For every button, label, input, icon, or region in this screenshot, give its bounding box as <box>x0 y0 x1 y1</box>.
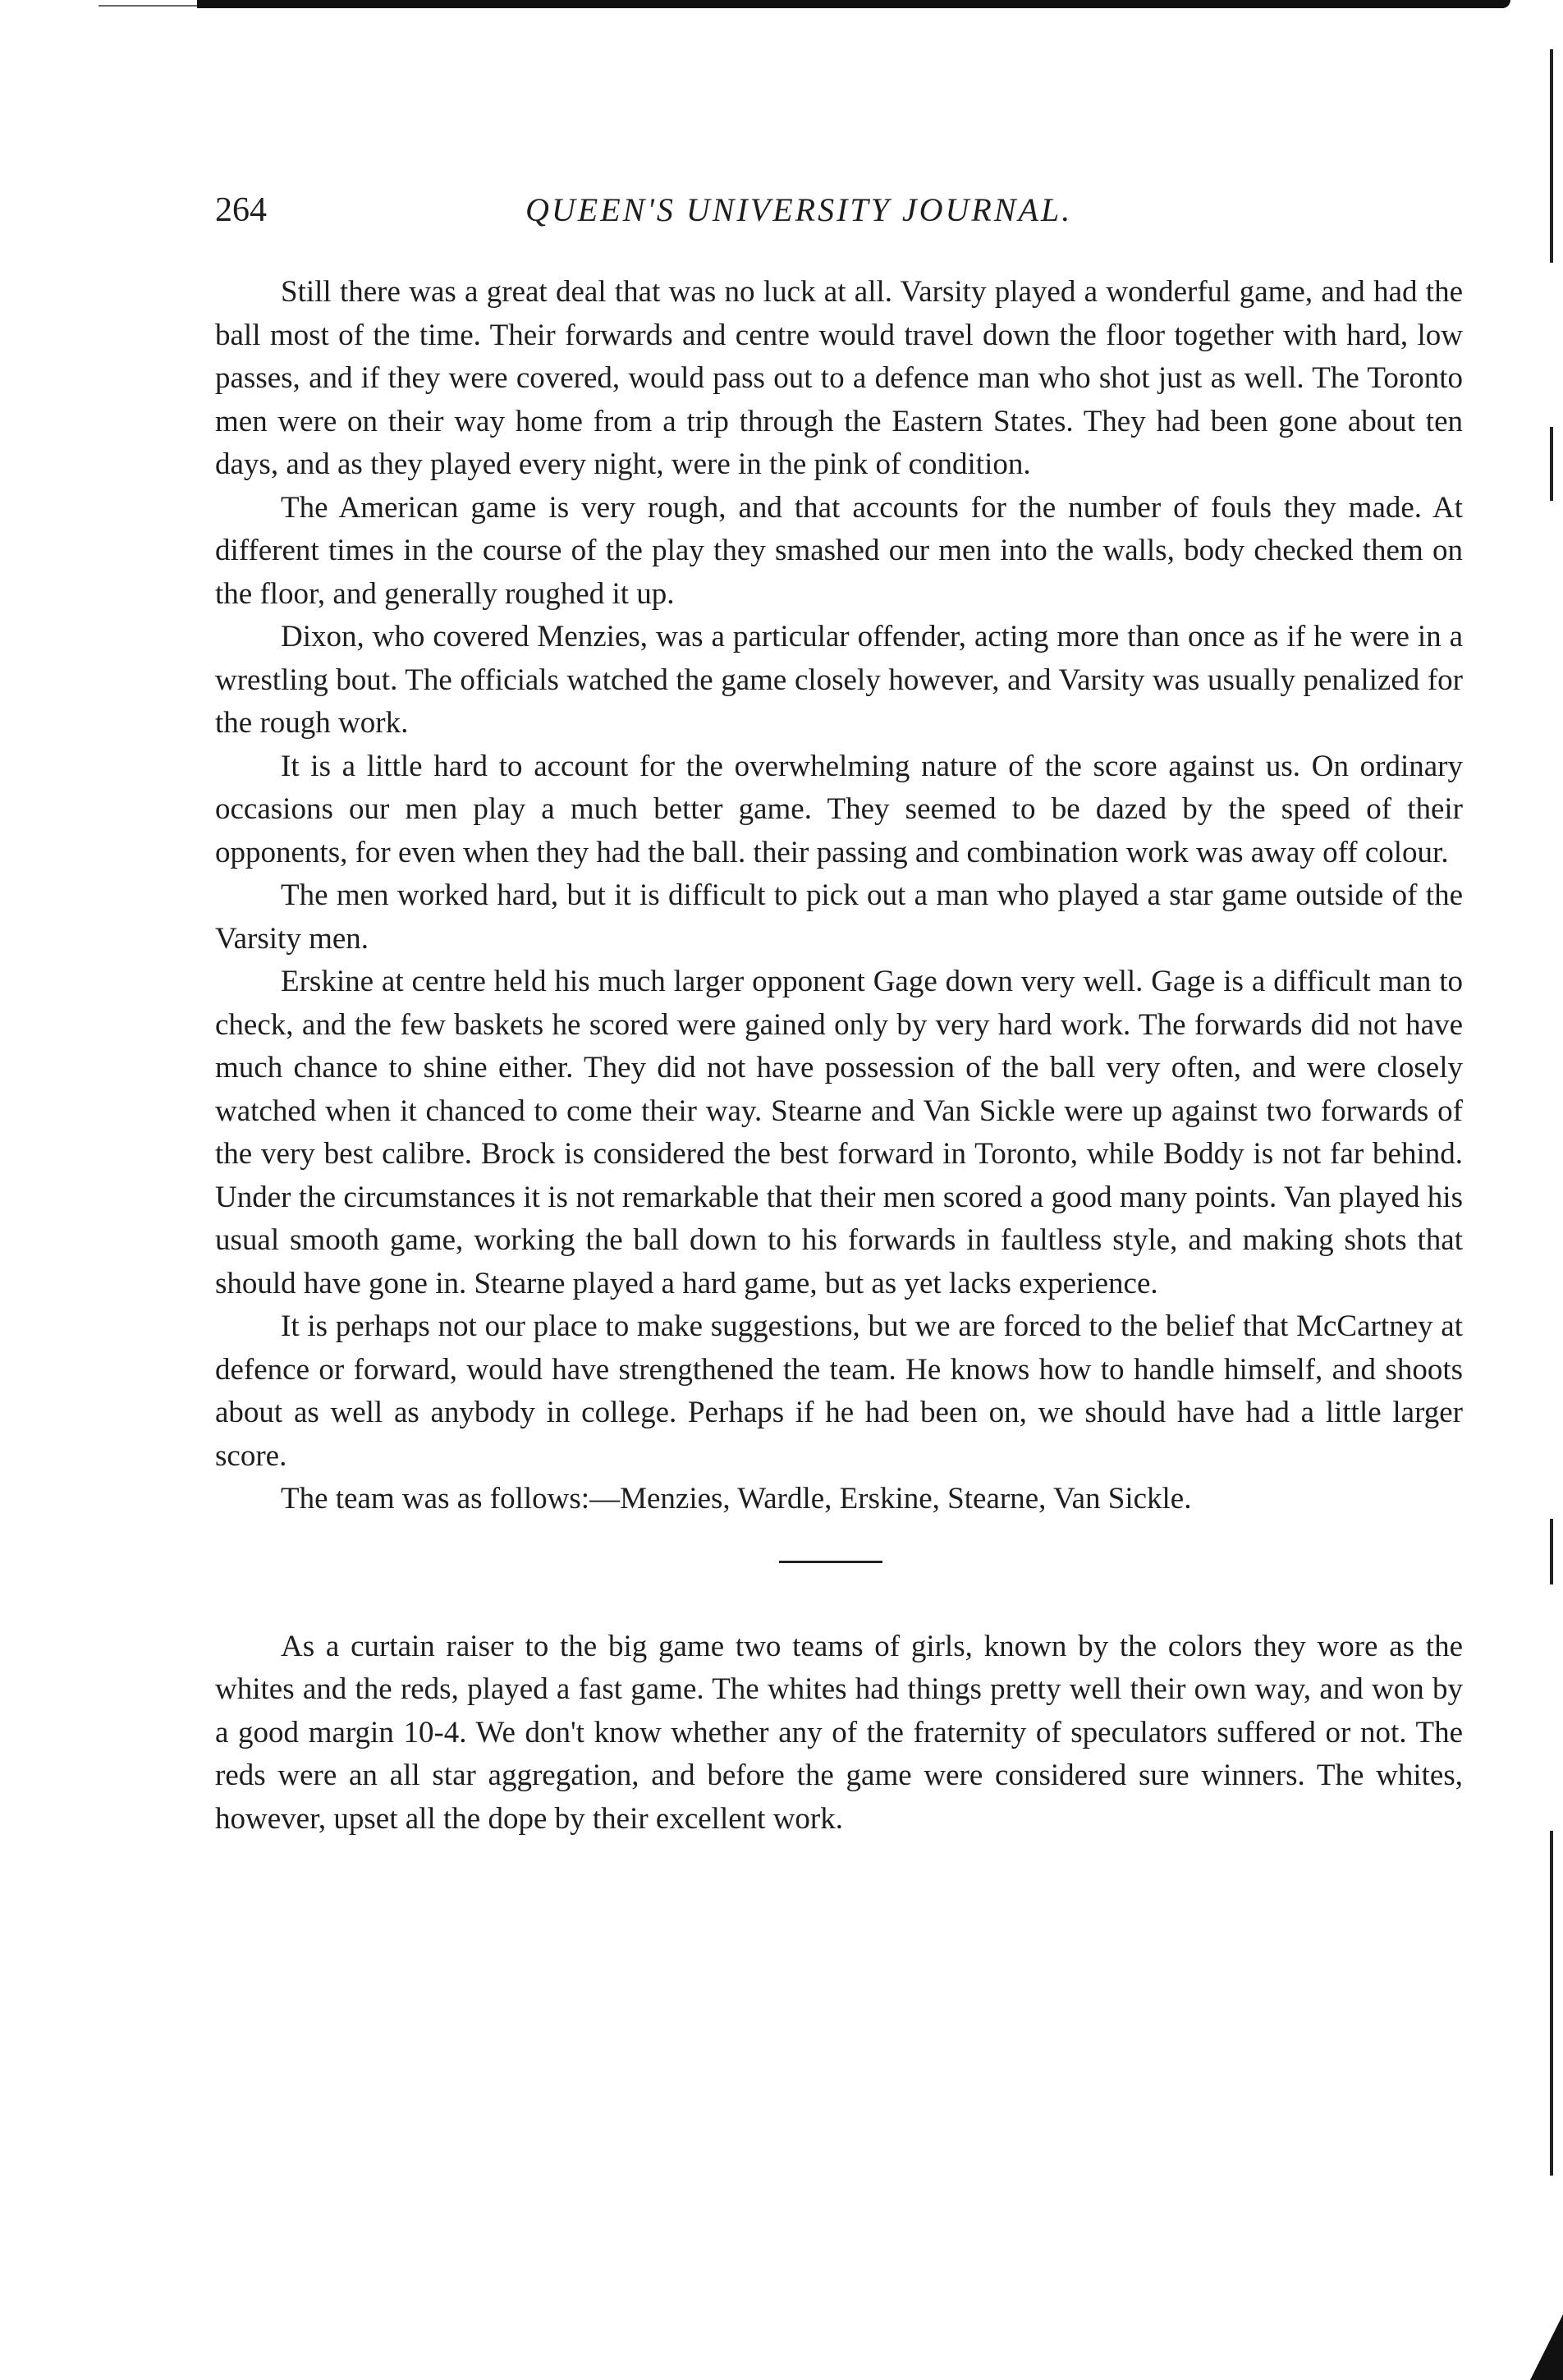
page-number: 264 <box>215 191 267 229</box>
paragraph: It is a little hard to account for the overwhelming nature of the score against us. On ordinary occasions our men play a much better game. They seemed to be dazed by the speed of their opponents, for even when they had the ball. their passing and combination work was away off colour. <box>215 749 1463 869</box>
journal-title: QUEEN'S UNIVERSITY JOURNAL. <box>525 191 1073 228</box>
right-edge-mark <box>1550 1831 1553 2176</box>
top-border-rule <box>197 0 1510 8</box>
paragraph: As a curtain raiser to the big game two teams of girls, known by the colors they wore as the whites and the reds, played a fast game. The whites had things pretty well their own way, and won by a good margin 10-4. We don't know whether any of the fraternity of speculators suffered or not. The reds were an all star aggregation, and before the game were considered sure winners. The whites, however, upset all the dope by their excellent work. <box>215 1629 1463 1836</box>
section-divider <box>779 1561 882 1563</box>
paragraph: Erskine at centre held his much larger opponent Gage down very well. Gage is a difficult man to check, and the few baskets he scored were gained only by very hard work. The forwards did not have much chance to shine either. They did not have possession of the ball very often, and were closely watched when it chanced to come their way. Stearne and Van Sickle were up against two forwards of the very best calibre. Brock is considered the best forward in Toronto, while Boddy is not far behind. Under the circumstances it is not remarkable that their men scored a good many points. Van played his usual smooth game, working the ball down to his forwards in faultless style, and making shots that should have gone in. Stearne played a hard game, but as yet lacks experience. <box>215 965 1463 1300</box>
right-edge-mark <box>1550 427 1553 501</box>
corner-mark <box>1530 2314 1563 2380</box>
article-body <box>215 271 1463 1841</box>
right-edge-mark <box>1550 1519 1553 1584</box>
paragraph: It is perhaps not our place to make suggestions, but we are forced to the belief that McCartney at defence or forward, would have strengthened the team. He knows how to handle himself, and shoots about as well as anybody in college. Perhaps if he had been on, we should have had a little larger score. <box>215 1309 1463 1473</box>
paragraph: The men worked hard, but it is difficult to pick out a man who played a star game outside of the Varsity men. <box>215 878 1463 956</box>
paragraph: The team was as follows:—Menzies, Wardle, Erskine, Stearne, Van Sickle. <box>281 1482 1192 1516</box>
paragraph: Dixon, who covered Menzies, was a particular offender, acting more than once as if he were in a wrestling bout. The officials watched the game closely however, and Varsity was usually penalized for the rough work. <box>215 620 1463 740</box>
paragraph: The American game is very rough, and that accounts for the number of fouls they made. At different times in the course of the play they smashed our men into the walls, body checked them on the floor, and generally roughed it up. <box>215 490 1463 611</box>
paragraph: Still there was a great deal that was no luck at all. Varsity played a wonderful game, and had the ball most of the time. Their forwards and centre would travel down the floor together with hard, low passes, and if they were covered, would pass out to a defence man who shot just as well. The Toronto men were on their way home from a trip through the Eastern States. They had been gone about ten days, and as they played every night, were in the pink of condition. <box>215 275 1463 481</box>
right-edge-mark <box>1550 49 1553 263</box>
page-header <box>215 190 1463 248</box>
